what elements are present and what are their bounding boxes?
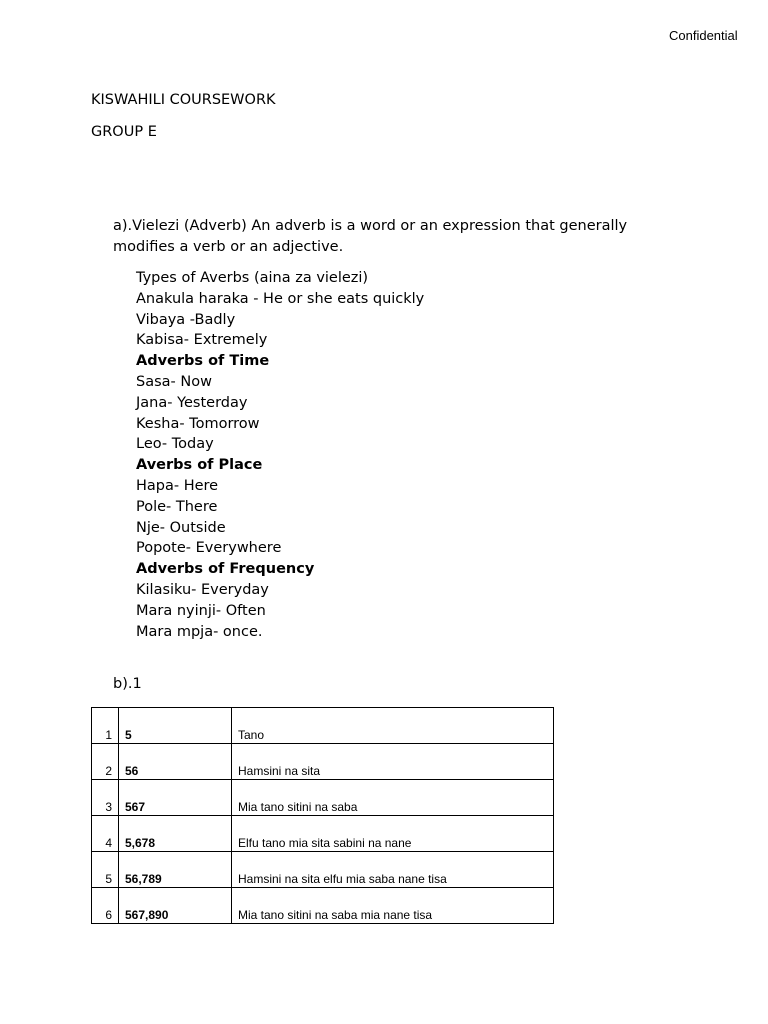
table-row: [92, 708, 554, 744]
row-number-cell: 567,890: [119, 888, 232, 924]
course-title: KISWAHILI COURSEWORK: [91, 92, 276, 108]
adverb-list-item: Kilasiku- Everyday: [136, 581, 269, 598]
adverb-list-item: Leo- Today: [136, 436, 214, 453]
row-index-cell: 1: [92, 708, 119, 744]
row-number-cell: 567: [119, 780, 232, 816]
adverb-list-item: Popote- Everywhere: [136, 540, 282, 557]
adverb-list-item: Mara nyinji- Often: [136, 602, 266, 619]
section-a-intro: a).Vielezi (Adverb) An adverb is a word or an expression that generally modifies a verb or an adjective.: [113, 218, 628, 255]
row-words-cell: Mia tano sitini na saba: [232, 780, 554, 816]
table-row: [92, 888, 554, 924]
row-number-cell: 56: [119, 744, 232, 780]
table-row: [92, 852, 554, 888]
numbers-table: [91, 707, 554, 924]
adverb-list-item: Jana- Yesterday: [136, 394, 248, 411]
row-index-cell: 5: [92, 852, 119, 888]
row-words-cell: Hamsini na sita elfu mia saba nane tisa: [232, 852, 554, 888]
adverb-list-item: Pole- There: [136, 498, 218, 515]
row-index-cell: 6: [92, 888, 119, 924]
adverb-list: [136, 268, 636, 642]
table-row: [92, 780, 554, 816]
section-b-label: b).1: [113, 676, 142, 692]
table-row: [92, 744, 554, 780]
row-words-cell: Mia tano sitini na saba mia nane tisa: [232, 888, 554, 924]
row-index-cell: 4: [92, 816, 119, 852]
adverb-list-item: Sasa- Now: [136, 373, 212, 390]
row-index-cell: 3: [92, 780, 119, 816]
adverb-list-item: Hapa- Here: [136, 477, 219, 494]
adverb-list-item: Anakula haraka - He or she eats quickly: [136, 290, 425, 307]
adverb-category-heading: Adverbs of Time: [136, 353, 270, 370]
group-label: GROUP E: [91, 124, 157, 140]
row-number-cell: 56,789: [119, 852, 232, 888]
row-number-cell: 5,678: [119, 816, 232, 852]
adverb-list-item: Mara mpja- once.: [136, 623, 263, 640]
row-words-cell: Tano: [232, 708, 554, 744]
adverb-list-item: Vibaya -Badly: [136, 311, 236, 328]
adverb-list-item: Kabisa- Extremely: [136, 332, 268, 349]
adverb-list-item: Types of Averbs (aina za vielezi): [136, 270, 369, 286]
adverb-list-item: Nje- Outside: [136, 519, 226, 536]
adverb-category-heading: Adverbs of Frequency: [136, 561, 315, 578]
confidential-label: Confidential: [669, 28, 738, 43]
row-words-cell: Hamsini na sita: [232, 744, 554, 780]
row-words-cell: Elfu tano mia sita sabini na nane: [232, 816, 554, 852]
adverb-list-item: Kesha- Tomorrow: [136, 415, 260, 432]
table-row: [92, 816, 554, 852]
row-number-cell: 5: [119, 708, 232, 744]
adverb-category-heading: Averbs of Place: [136, 457, 263, 474]
row-index-cell: 2: [92, 744, 119, 780]
